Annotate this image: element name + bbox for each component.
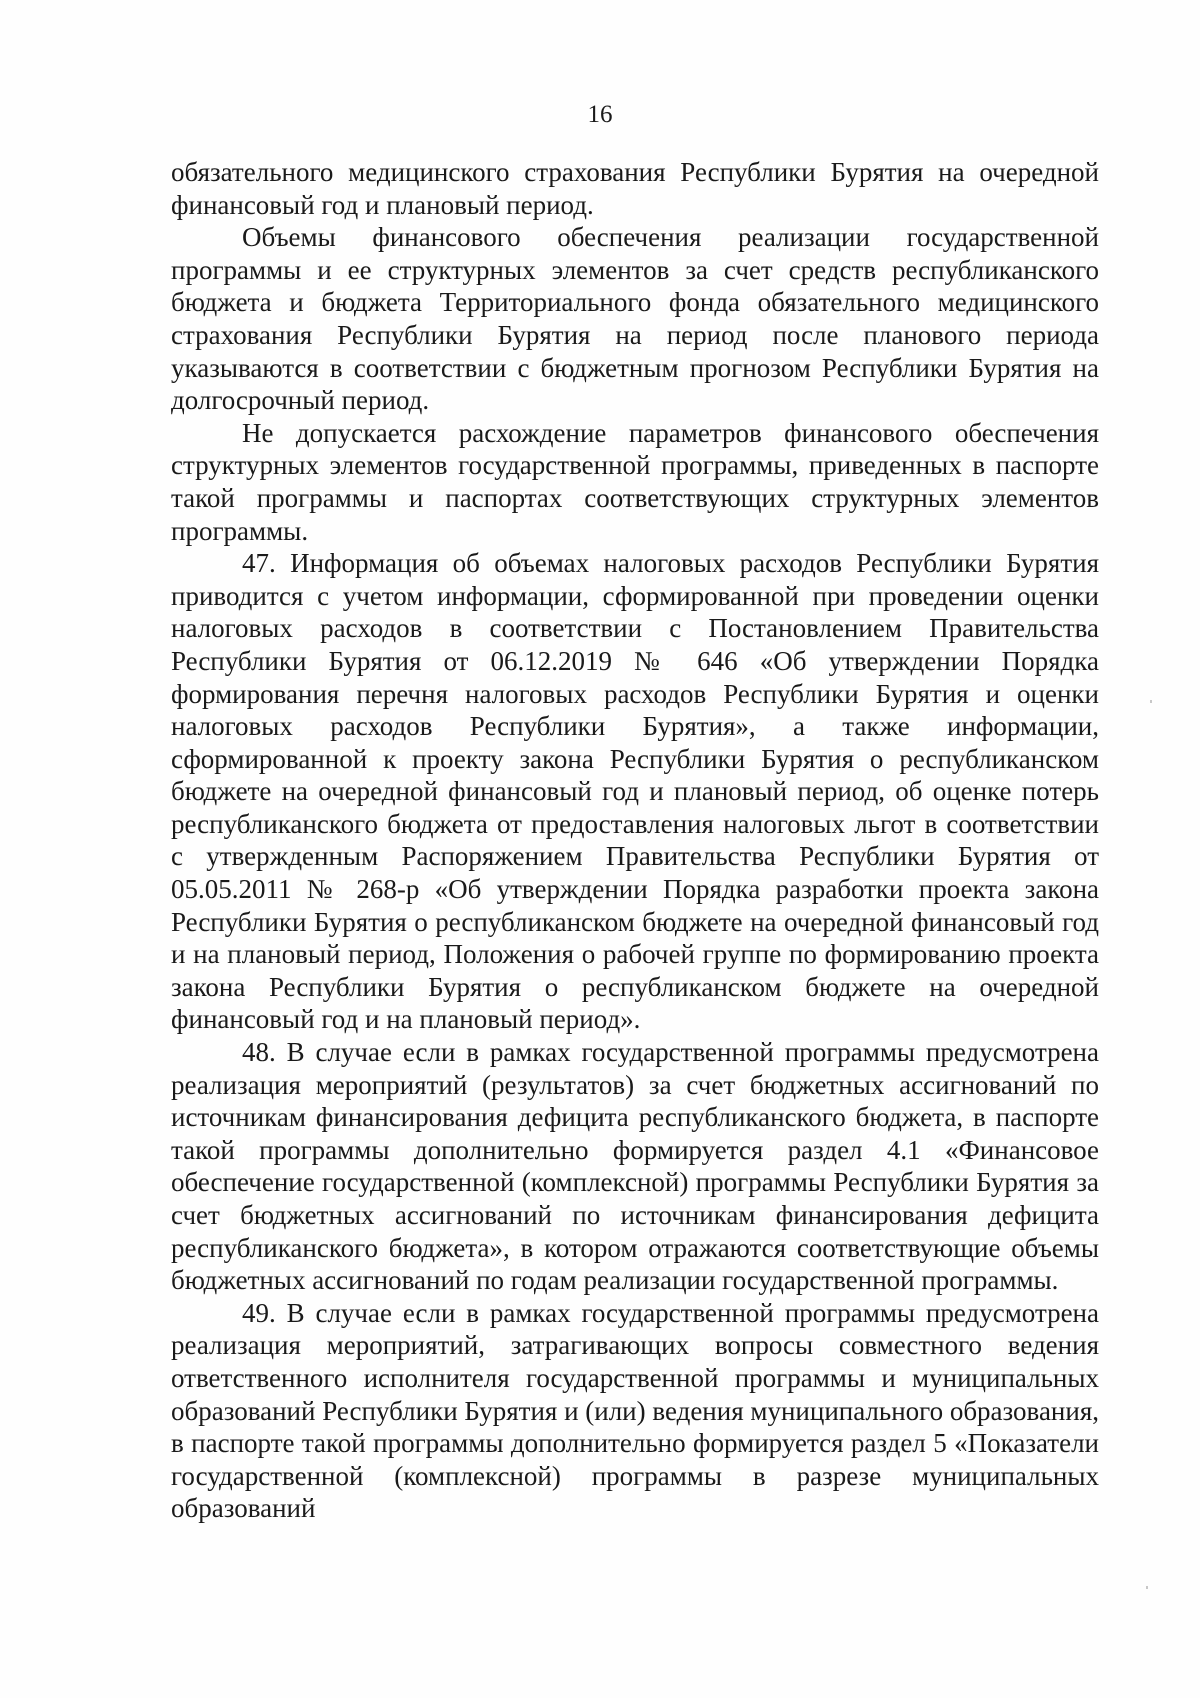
scan-speck: [1146, 1586, 1148, 1589]
document-body: [171, 156, 1099, 1525]
paragraph-financing-volumes: Объемы финансового обеспечения реализации государственной программы и ее структурных элементов за счет средств республиканского бюджета и бюджета Территориального фонда обязательного медицинского страхования Республики Бурятия на период после планового периода указываются в соответствии с бюджетным прогнозом Республики Бурятия на долгосрочный период.: [171, 222, 1099, 416]
paragraph-item-47: 47. Информация об объемах налоговых расходов Республики Бурятия приводится с учетом информации, сформированной при проведении оценки налоговых расходов в соответствии с Постановлением Правительства Республики Бурятия от 06.12.2019 № 646 «Об утверждении Порядка формирования перечня налоговых расходов Республики Бурятия и оценки налоговых расходов Республики Бурятия», а также информации, сформированной к проекту закона Республики Бурятия о республиканском бюджете на очередной финансовый год и плановый период, об оценке потерь республиканского бюджета от предоставления налоговых льгот в соответствии с утвержденным Распоряжением Правительства Республики Бурятия от 05.05.2011 № 268-р «Об утверждении Порядка разработки проекта закона Республики Бурятия о республиканском бюджете на очередной финансовый год и на плановый период, Положения о рабочей группе по формированию проекта закона Республики Бурятия о республиканском бюджете на очередной финансовый год и на плановый период».: [171, 548, 1099, 1035]
paragraph-continuation: обязательного медицинского страхования Республики Бурятия на очередной финансовый год и плановый период.: [171, 157, 1099, 220]
paragraph-item-49: 49. В случае если в рамках государственной программы предусмотрена реализация мероприятий, затрагивающих вопросы совместного ведения ответственного исполнителя государственной программы и муниципальных образований Республики Бурятия и (или) ведения муниципального образования, в паспорте такой программы дополнительно формируется раздел 5 «Показатели государственной (комплексной) программы в разрезе муниципальных образований: [171, 1297, 1099, 1524]
paragraph-no-discrepancy: Не допускается расхождение параметров финансового обеспечения структурных элементов государственной программы, приведенных в паспорте такой программы и паспортах соответствующих структурных элементов программы.: [171, 417, 1099, 546]
scan-speck: [1150, 700, 1152, 703]
page-number: 16: [587, 101, 613, 128]
paragraph-item-48: 48. В случае если в рамках государственной программы предусмотрена реализация мероприятий (результатов) за счет бюджетных ассигнований по источникам финансирования дефицита республиканского бюджета, в паспорте такой программы дополнительно формируется раздел 4.1 «Финансовое обеспечение государственной (комплексной) программы Республики Бурятия за счет бюджетных ассигнований по источникам финансирования дефицита республиканского бюджета», в котором отражаются соответствующие объемы бюджетных ассигнований по годам реализации государственной программы.: [171, 1037, 1099, 1296]
